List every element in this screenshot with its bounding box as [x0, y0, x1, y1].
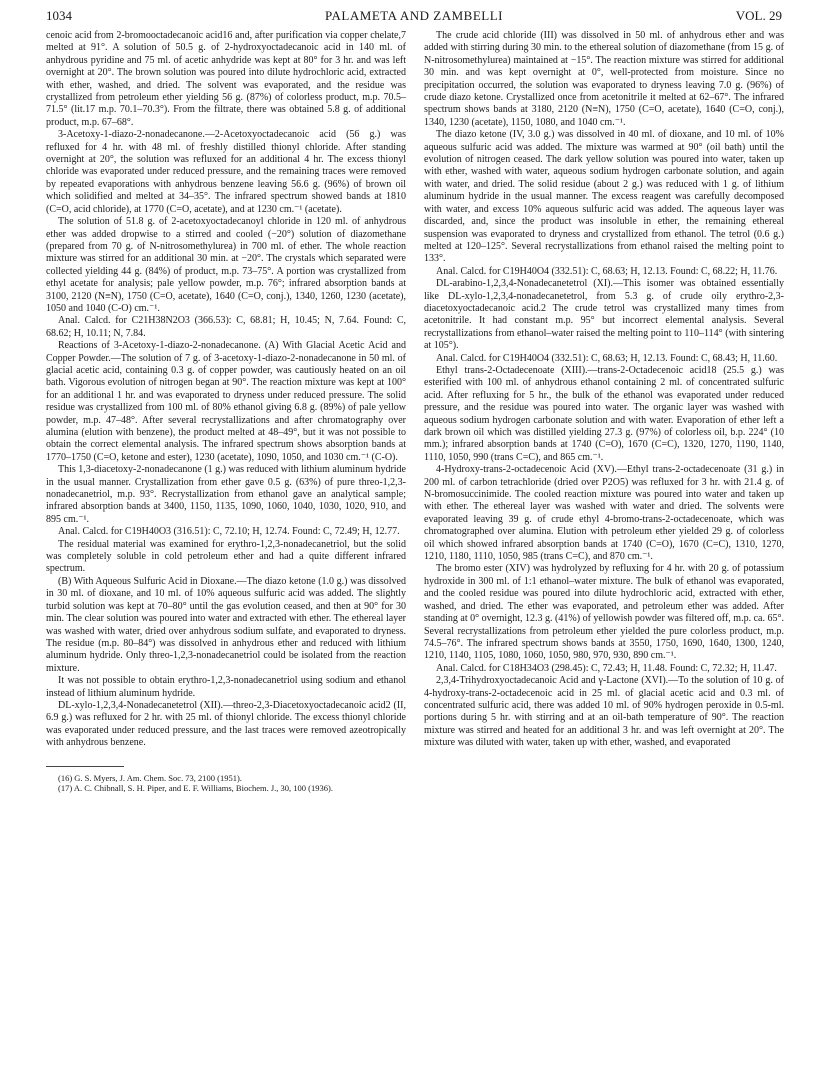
- page-number: 1034: [46, 8, 72, 23]
- footnote: (16) G. S. Myers, J. Am. Chem. Soc. 73, 2100 (1951).: [58, 772, 242, 783]
- paragraph: The residual material was examined for erythro-1,2,3-nonadecanetriol, but the solid was completely soluble in cold petroleum ether and had a quite different infrared spectrum.: [46, 538, 406, 575]
- paragraph: cenoic acid from 2-bromooctadecanoic acid16 and, after purification via copper chelate,7 melted at 91°. A solution of 50.5 g. of 2-hydroxyoctadecanoic acid in 140 ml. of anhydrous pyridine and 75 ml. of acetic anhydride was kept at 80° for 3 hr. and was left overnight at 20°. The brown solution was poured into dilute hydrochloric acid, extracted with ether, washed, and dried. The solvent was evaporated, and the residue was crystallized from petroleum ether yielding 56 g. (87%) of colorless product, m.p. 70.5–71.5° (lit.17 m.p. 70.1–70.3°). From the filtrate, there was obtained 5.8 g. of additional product, m.p. 67–68°.: [46, 30, 406, 128]
- analysis-line: Anal. Calcd. for C19H40O3 (316.51): C, 72.10; H, 12.74. Found: C, 72.49; H, 12.77.: [58, 526, 400, 538]
- paragraph: (B) With Aqueous Sulfuric Acid in Dioxane.—The diazo ketone (1.0 g.) was dissolved in 30 ml. of dioxane, and 10 ml. of 10% aqueous sulfuric acid was added. The slightly turbid solution was kept at 70–80° until the gas evolution ceased, and then at 90° for 30 min. The clear solution was poured into water and extracted with ether. The ethereal layer was washed with water, dried over anhydrous sodium sulfate, and evaporated to dryness. The residue (m.p. 80–84°) was dissolved in anhydrous ether and reduced with lithium aluminum hydride. Only threo-1,2,3-nonadecanetriol could be isolated from the reaction mixture.: [46, 575, 406, 674]
- paragraph: Ethyl trans-2-Octadecenoate (XIII).—trans-2-Octadecenoic acid18 (25.5 g.) was esterified with 100 ml. of anhydrous ethanol containing 2 ml. of concentrated sulfuric acid. After refluxing for 5 hr., the bulk of the ethanol was evaporated under reduced pressure, and the residue was poured into water. The organic layer was washed with aqueous sodium hydrogen carbonate solution and with water. Evaporation of ether left a dark brown oil which was distilled yielding 27.3 g. (97%) of colorless oil, b.p. 224° (10 mm.); infrared absorption bands at 1740 (C=O), 1670 (C=C), 1320, 1270, 1190, 1140, 1110, 1050, 990 (trans C=C), and 865 cm.⁻¹.: [424, 364, 784, 463]
- paragraph: DL-arabino-1,2,3,4-Nonadecanetetrol (XI).—This isomer was obtained essentially like DL-xylo-1,2,3,4-nonadecanetetrol, from 5.3 g. of crude oily erythro-2,3-diacetoxyoctadecanoic acid.2 The crude tetrol was crystallized many times from acetonitrile. It had constant m.p. 95° but incorrect elemental analysis. Several recrystallizations from ethanol–water raised the melting point to 110–114° (with sintering at 105°).: [424, 278, 784, 352]
- analysis-line: Anal. Calcd. for C19H40O4 (332.51): C, 68.63; H, 12.13. Found: C, 68.22; H, 11.76.: [436, 265, 778, 277]
- analysis-line: Anal. Calcd. for C18H34O3 (298.45): C, 72.43; H, 11.48. Found: C, 72.32; H, 11.47.: [436, 662, 777, 674]
- footnote: (17) A. C. Chibnall, S. H. Piper, and E. F. Williams, Biochem. J., 30, 100 (1936).: [58, 783, 333, 794]
- analysis-line: Anal. Calcd. for C21H38N2O3 (366.53): C, 68.81; H, 10.45; N, 7.64. Found: C, 68.62; H, 10.11; N, 7.84.: [46, 315, 406, 339]
- paragraph: It was not possible to obtain erythro-1,2,3-nonadecanetriol using sodium and ethanol instead of lithium aluminum hydride.: [46, 675, 406, 699]
- volume-label: VOL. 29: [735, 8, 782, 23]
- paragraph: DL-xylo-1,2,3,4-Nonadecanetetrol (XII).—threo-2,3-Diacetoxyoctadecanoic acid2 (II, 6.9 g.) was refluxed for 2 hr. with 25 ml. of thionyl chloride. The excess thionyl chloride was evaporated under reduced pressure, and the last traces were removed azeotropically with anhydrous benzene.: [46, 699, 406, 749]
- paragraph: The crude acid chloride (III) was dissolved in 50 ml. of anhydrous ether and was added with stirring during 30 min. to the ethereal solution of diazomethane (from 15 g. of N-nitrosomethylurea) maintained at −15°. The reaction mixture was stirred for additional 30 min. and was kept overnight at 0°, well-protected from moisture. Since no precipitation occurred, the solution was evaporated to dryness leaving 7.0 g. (96%) of crude diazo ketone. Crystallized once from acetonitrile it melted at 62–67°. The infrared spectrum shows bands at 3180, 2120 (N≡N), 1750 (C=O, acetate), 1640 (C=O, conj.), 1340, 1230 (acetate), 1150, 1080, and 1040 cm.⁻¹.: [424, 30, 784, 128]
- paragraph: The solution of 51.8 g. of 2-acetoxyoctadecanoyl chloride in 120 ml. of anhydrous ether was added dropwise to a stirred and cooled (−20°) solution of diazomethane (prepared from 70 g. of N-nitrosomethylurea) in 700 ml. of ether. The whole reaction mixture was stirred for an additional 30 min. at −20°. The crystals which separated were collected yielding 44 g. (84%) of product, m.p. 73–75°. A portion was crystallized from ethyl acetate for analysis; pale yellow powder, m.p. 76°; infrared absorption bands at 3100, 2120 (N≡N), 1750 (C=O, acetate), 1640 (C=O, conj.), 1340, 1260, 1230 (acetate), 1050 and 1040 (C-O) cm.⁻¹.: [46, 216, 406, 314]
- running-header: [46, 8, 782, 28]
- right-column: [424, 30, 784, 750]
- analysis-line: Anal. Calcd. for C19H40O4 (332.51): C, 68.63; H, 12.13. Found: C, 68.43; H, 11.60.: [436, 352, 778, 364]
- paragraph: 4-Hydroxy-trans-2-octadecenoic Acid (XV).—Ethyl trans-2-octadecenoate (31 g.) in 200 ml. of carbon tetrachloride (dried over P2O5) was refluxed for 3 hr. with 21.4 g. of N-bromosuccinimide. The cooled reaction mixture was poured into water and taken up with ether. The ethereal layer was washed with water and dried. The solvents were evaporated leaving 39 g. of crude ethyl 4-bromo-trans-2-octadecenoate, which was chromatographed over alumina. Elution with petroleum ether yielded 29 g. of colorless oil which showed infrared absorption bands at 1740 (C=O), 1670 (C=C), 1310, 1270, 1210, 1180, 1110, 1050, 985 (trans C=C), and 870 cm.⁻¹.: [424, 464, 784, 563]
- footnote-divider: [46, 766, 124, 767]
- paragraph: 3-Acetoxy-1-diazo-2-nonadecanone.—2-Acetoxyoctadecanoic acid (56 g.) was refluxed for 4 hr. with 48 ml. of freshly distilled thionyl chloride. After standing overnight at 20°, the solution was refluxed for an additional 4 hr. The excess thionyl chloride was evaporated under reduced pressure, and the remaining traces were removed by repeated evaporations with anhydrous benzene leaving 56.6 g. (96%) of brown oil which solidified and melted at 34–35°. The infrared spectrum showed bands at 1810 (C=O, acid chloride), at 1770 (C=O, acetate), and at 1230 cm.⁻¹ (acetate).: [46, 129, 406, 215]
- paragraph: 2,3,4-Trihydroxyoctadecanoic Acid and γ-Lactone (XVI).—To the solution of 10 g. of 4-hydroxy-trans-2-octadecenoic acid in 25 ml. of glacial acetic acid and 0.3 ml. of concentrated sulfuric acid, there was added 10 ml. of 90% hydrogen peroxide in 0.5-ml. portions during 5 hr. with stirring and at an oil-bath temperature of 90°. The reaction mixture was stirred and heated for an additional 3 hr. and was left overnight at 20°. The mixture was diluted with water, taken up with ether, washed, and evaporated: [424, 675, 784, 749]
- left-column: [46, 30, 406, 794]
- paragraph: This 1,3-diacetoxy-2-nonadecanone (1 g.) was reduced with lithium aluminum hydride in the usual manner. Crystallization from ether gave 0.5 g. (63%) of pure threo-1,2,3-nonadecanetriol, m.p. 93°. Recrystallization from ethanol gave an analytical sample; infrared absorption bands at 3400, 1150, 1135, 1090, 1060, 1040, 1030, 1020, 910, and 895 cm.⁻¹.: [46, 464, 406, 525]
- paragraph: The bromo ester (XIV) was hydrolyzed by refluxing for 4 hr. with 20 g. of potassium hydroxide in 300 ml. of 1:1 ethanol–water mixture. The bulk of ethanol was evaporated, and the cooled residue was poured into dilute hydrochloric acid, extracted with ether, washed, and dried. The ether was evaporated, and petroleum ether was added. After standing at 0° overnight, 12.3 g. (41%) of yellowish powder was filtered off, m.p. ca. 65°. Several recrystallizations from petroleum ether yielded the pure colorless product, m.p. 74.5–76°. The infrared spectrum shows bands at 3550, 1750, 1690, 1640, 1300, 1240, 1210, 1140, 1105, 1080, 1060, 1050, 980, 970, 930, 890 cm.⁻¹.: [424, 563, 784, 662]
- running-title: PALAMETA AND ZAMBELLI: [325, 8, 503, 23]
- paragraph: Reactions of 3-Acetoxy-1-diazo-2-nonadecanone. (A) With Glacial Acetic Acid and Copper Powder.—The solution of 7 g. of 3-acetoxy-1-diazo-2-nonadecanone in 50 ml. of glacial acetic acid, containing 0.3 g. of copper powder, was cautiously heated on an oil bath. Vigorous evolution of nitrogen began at 90°. The reaction mixture was kept at 100° for an additional 1 hr. and was evaporated to dryness under reduced pressure. The solid residue was crystallized from 100 ml. of 80% ethanol giving 6.8 g. (89%) of pale yellow powder, m.p. 47–48°. After several recrystallizations and after chromatography over alumina (elution with benzene), the product melted at 48–49°, but it was not possible to obtain the correct elemental analysis. The infrared spectrum shows absorption bands at 1770–1750 (C=O, ketone and ester), 1230 (acetate), 1090, 1050, and 1030 cm.⁻¹ (C-O).: [46, 340, 406, 463]
- paragraph: The diazo ketone (IV, 3.0 g.) was dissolved in 40 ml. of dioxane, and 10 ml. of 10% aqueous sulfuric acid was added. The mixture was warmed at 90° (oil bath) until the evolution of nitrogen ceased. The dark yellow solution was poured into water, taken up with ether, washed with water, aqueous sodium hydrogen carbonate solution, and again with water, and dried. The solid residue (about 2 g.) was reduced with 1 g. of lithium aluminum hydride in the usual manner. The excess reagent was carefully decomposed with water, and excess 10% aqueous sulfuric acid was added. The aqueous layer was discarded, and, since the product was insoluble in ether, the remaining ethereal suspension was evaporated to dryness and crystallized from ethanol. The tetrol (0.6 g.) melted at 120–125°. Several recrystallizations from ethanol raised the melting point to 133°.: [424, 129, 784, 265]
